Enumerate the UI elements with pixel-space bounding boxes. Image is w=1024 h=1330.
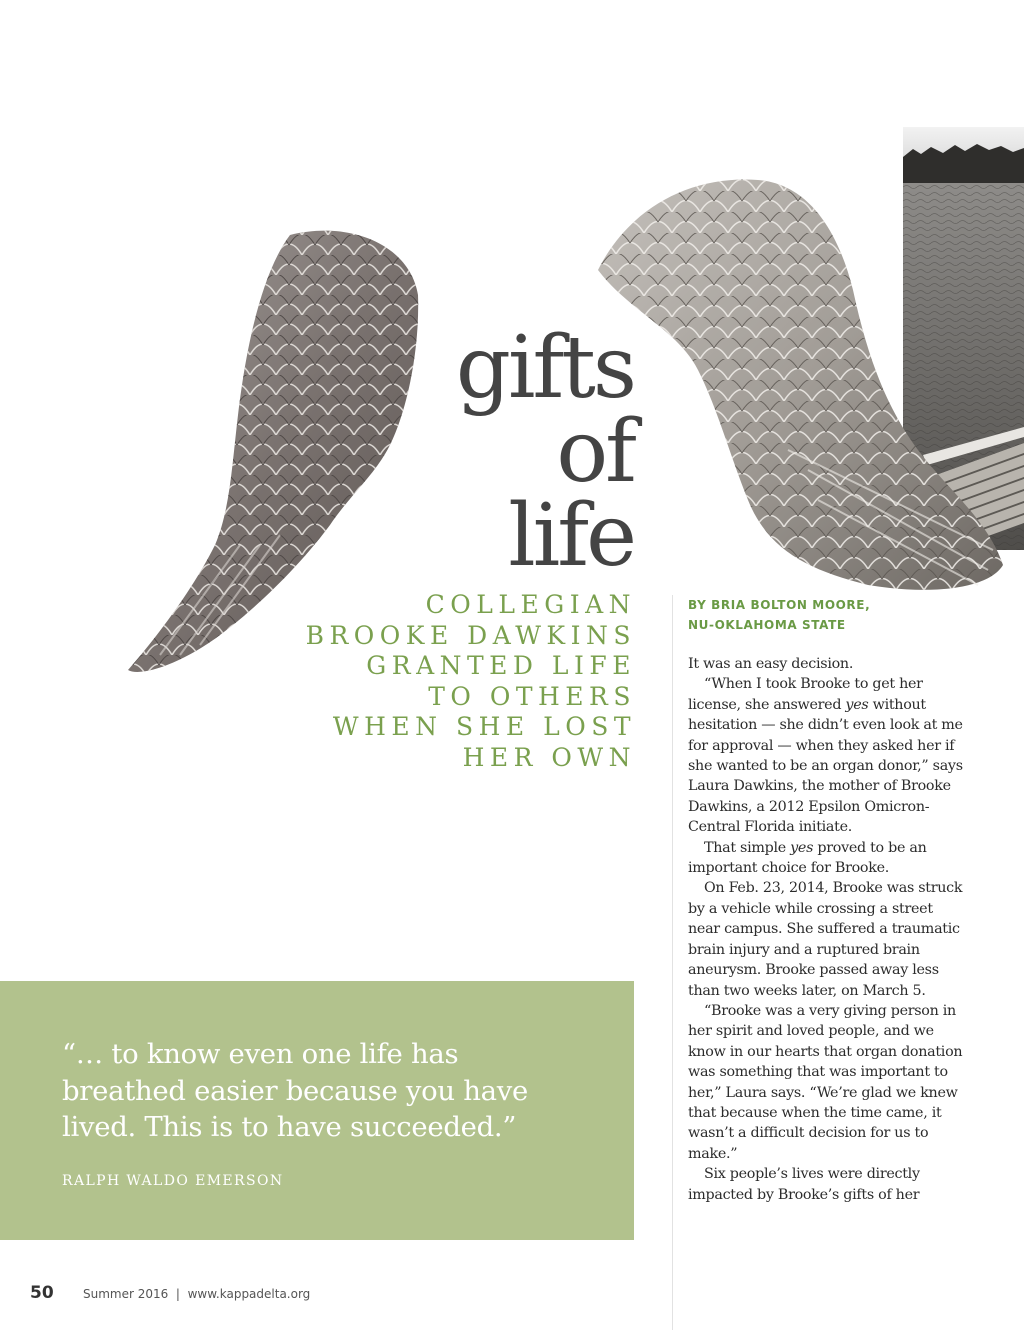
byline-chapter: NU-OKLAHOMA STATE — [688, 618, 846, 632]
article-paragraph: “When I took Brooke to get her license, she answered yes without hesitation — she didn’t even look at me for approval — when they asked her if she wanted to be an organ donor,” says Laura Dawkins, the mother of Brooke Dawkins, a 2012 Epsilon Omicron-Central Florida initiate. — [688, 676, 963, 836]
deck-line: COLLEGIAN — [425, 590, 636, 619]
title-word-gifts: gifts — [455, 318, 634, 418]
article-paragraph: Six people’s lives were directly impacted by Brooke’s gifts of her — [688, 1166, 920, 1203]
byline — [688, 595, 870, 635]
footer-issue-url: Summer 2016 | www.kappadelta.org — [83, 1287, 311, 1301]
deck-line: TO OTHERS — [428, 681, 636, 711]
article-paragraph: It was an easy decision. — [688, 656, 854, 672]
title-word-of: of — [556, 402, 634, 502]
deck-line: GRANTED LIFE — [366, 651, 636, 680]
column-divider — [672, 595, 673, 1330]
pull-quote-text: “… to know even one life has breathed easier because you have lived. This is to have succeeded.” — [62, 1038, 528, 1143]
article-deck — [276, 590, 636, 773]
deck-line: HER OWN — [462, 742, 636, 772]
pull-quote-attribution: RALPH WALDO EMERSON — [62, 1173, 284, 1189]
article-paragraph: That simple yes proved to be an important choice for Brooke. — [688, 839, 927, 877]
deck-line: BROOKE DAWKINS — [305, 620, 636, 650]
deck-line: WHEN SHE LOST — [332, 712, 636, 741]
page-number: 50 — [30, 1283, 54, 1303]
title-word-life: life — [508, 486, 634, 586]
article-body — [688, 654, 963, 1205]
article-paragraph: On Feb. 23, 2014, Brooke was struck by a vehicle while crossing a street near campus. She suffered a traumatic brain injury and a ruptured brain aneurysm. Brooke passed away less than two weeks later, on March 5. — [688, 880, 963, 999]
right-wing-illustration — [588, 170, 1008, 600]
byline-author: BY BRIA BOLTON MOORE, — [688, 598, 871, 612]
article-paragraph: “Brooke was a very giving person in her spirit and loved people, and we know in our hearts that organ donation was something that was important to her,” Laura says. “We’re glad we knew that because when the time came, it wasn’t a difficult decision for us to make.” — [688, 1002, 963, 1162]
